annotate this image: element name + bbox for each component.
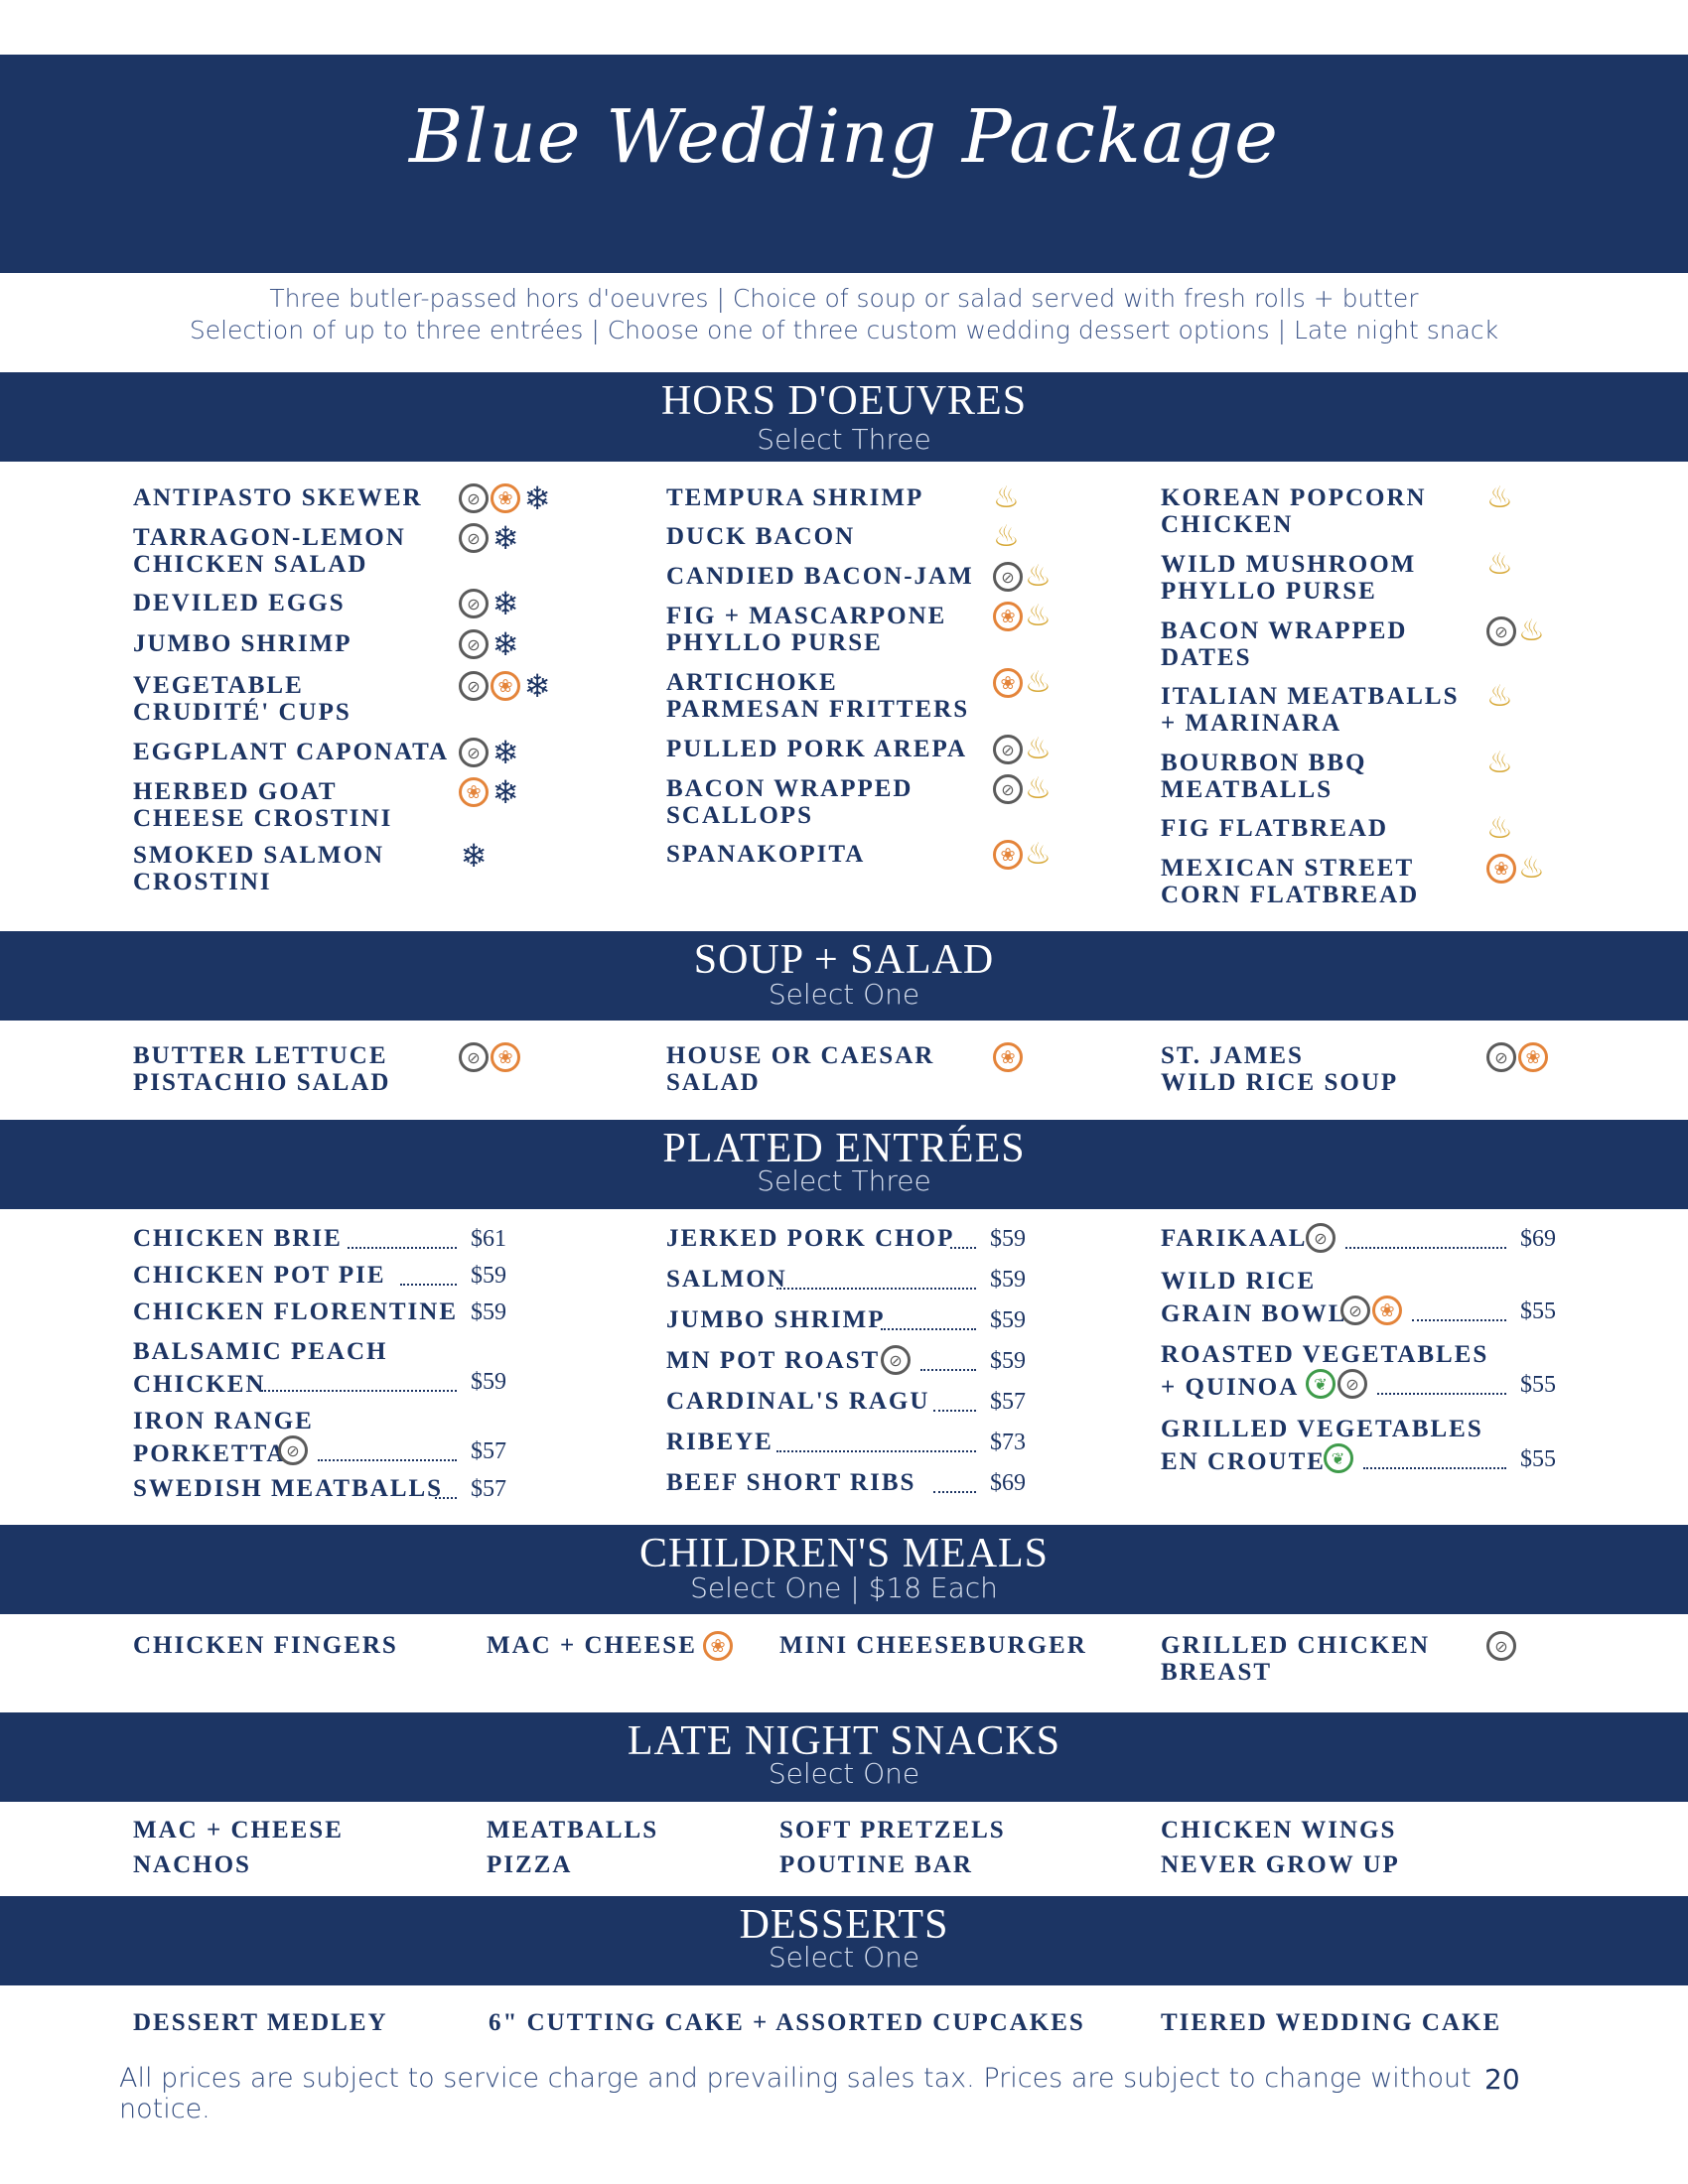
vegetarian-carrot-icon: ❀	[459, 777, 489, 807]
cold-snowflake-icon: ❄	[492, 773, 519, 811]
page-number: 20	[1484, 2063, 1520, 2096]
entree-item: CHICKEN POT PIE	[133, 1262, 386, 1289]
section-title: PLATED ENTRÉES	[662, 1126, 1026, 1171]
vegetarian-carrot-icon: ❀	[993, 668, 1023, 698]
entree-item: JERKED PORK CHOP	[666, 1225, 955, 1252]
entree-item: MN POT ROAST	[666, 1347, 881, 1374]
dessert-item: DESSERT MEDLEY	[133, 2009, 388, 2036]
dietary-icons	[1486, 746, 1513, 780]
late-night-snack-item: POUTINE BAR	[779, 1851, 973, 1878]
gluten-free-icon: ⊘	[459, 738, 489, 767]
section-subtitle: Select One	[768, 1757, 920, 1790]
entree-price: $69	[1520, 1226, 1556, 1252]
hors-doeuvre-item: BACON WRAPPED SCALLOPS	[666, 775, 914, 829]
hors-doeuvre-item: ARTICHOKE PARMESAN FRITTERS	[666, 669, 970, 723]
hot-flame-icon: ♨	[1486, 811, 1513, 846]
price-leader	[933, 1491, 977, 1493]
price-leader	[400, 1284, 458, 1286]
dietary-icons	[993, 519, 1020, 554]
cold-snowflake-icon: ❄	[523, 667, 551, 705]
dietary-icons	[459, 585, 520, 622]
entree-item: ROASTED VEGETABLES + QUINOA	[1161, 1341, 1489, 1401]
hot-flame-icon: ♨	[1025, 837, 1052, 872]
price-leader	[261, 1390, 458, 1392]
gluten-free-icon: ⊘	[993, 774, 1023, 804]
entree-item: CARDINAL'S RAGU	[666, 1388, 930, 1415]
hors-doeuvre-item: SPANAKOPITA	[666, 841, 866, 868]
price-leader	[776, 1288, 976, 1290]
entree-price: $55	[1520, 1446, 1556, 1472]
gluten-free-icon: ⊘	[1337, 1369, 1367, 1399]
dietary-icons	[459, 519, 520, 557]
dietary-icons	[993, 771, 1052, 806]
cold-snowflake-icon: ❄	[492, 519, 519, 557]
dietary-icons	[1486, 1042, 1548, 1072]
dietary-icons	[993, 480, 1020, 515]
dessert-item: 6" CUTTING CAKE + ASSORTED CUPCAKES	[489, 2009, 1085, 2036]
childrens-meal-item: GRILLED CHICKEN BREAST	[1161, 1632, 1431, 1686]
hors-doeuvre-item: JUMBO SHRIMP	[133, 630, 352, 657]
hot-flame-icon: ♨	[993, 519, 1020, 554]
dietary-icons	[993, 665, 1052, 700]
vegan-leaf-icon: ❦	[1306, 1369, 1336, 1399]
entree-price: $59	[990, 1348, 1026, 1374]
gluten-free-icon: ⊘	[278, 1435, 308, 1465]
gluten-free-icon: ⊘	[459, 589, 489, 618]
gluten-free-icon: ⊘	[459, 523, 489, 553]
price-leader	[318, 1459, 457, 1461]
hors-doeuvre-item: SMOKED SALMON CROSTINI	[133, 842, 385, 895]
entree-price: $59	[990, 1267, 1026, 1293]
section-subtitle: Select Three	[757, 1164, 931, 1197]
hors-doeuvre-item: PULLED PORK AREPA	[666, 736, 967, 762]
desserts-header	[0, 1896, 1688, 1985]
dietary-icons	[1486, 480, 1513, 515]
hors-doeuvre-item: ANTIPASTO SKEWER	[133, 484, 423, 511]
hot-flame-icon: ♨	[1486, 547, 1513, 582]
dietary-icons	[459, 667, 552, 705]
vegetarian-carrot-icon: ❀	[491, 671, 520, 701]
entree-item: CHICKEN FLORENTINE	[133, 1298, 459, 1325]
dietary-icons	[278, 1435, 308, 1465]
intro-line-2: Selection of up to three entrées | Choose one of three custom wedding dessert options | Late night snack	[189, 316, 1499, 344]
gluten-free-icon: ⊘	[459, 1042, 489, 1072]
dietary-icons	[881, 1345, 911, 1375]
entree-item: RIBEYE	[666, 1429, 774, 1455]
soup-salad-item: ST. JAMES WILD RICE SOUP	[1161, 1042, 1399, 1096]
gluten-free-icon: ⊘	[881, 1345, 911, 1375]
section-title: CHILDREN'S MEALS	[638, 1531, 1050, 1576]
dietary-icons	[993, 559, 1052, 594]
price-leader	[776, 1450, 976, 1452]
soup-salad-header	[0, 931, 1688, 1021]
hot-flame-icon: ♨	[1025, 559, 1052, 594]
vegetarian-carrot-icon: ❀	[993, 840, 1023, 870]
hot-flame-icon: ♨	[1486, 746, 1513, 780]
entree-price: $59	[990, 1307, 1026, 1333]
dietary-icons	[1306, 1223, 1336, 1253]
hors-doeuvre-item: ITALIAN MEATBALLS + MARINARA	[1161, 683, 1460, 737]
intro-line-1: Three butler-passed hors d'oeuvres | Choice of soup or salad served with fresh rolls + butter	[269, 284, 1419, 313]
plated-entrees-header	[0, 1120, 1688, 1209]
late-night-snack-item: MAC + CHEESE	[133, 1817, 344, 1843]
late-night-snack-item: NEVER GROW UP	[1161, 1851, 1400, 1878]
price-leader	[348, 1247, 457, 1249]
hot-flame-icon: ♨	[1025, 732, 1052, 766]
vegetarian-carrot-icon: ❀	[993, 602, 1023, 631]
hot-flame-icon: ♨	[1518, 851, 1545, 886]
hors-doeuvre-item: EGGPLANT CAPONATA	[133, 739, 450, 765]
childrens-meal-item: CHICKEN FINGERS	[133, 1632, 398, 1659]
dessert-item: TIERED WEDDING CAKE	[1161, 2009, 1502, 2036]
vegetarian-carrot-icon: ❀	[703, 1631, 733, 1661]
cold-snowflake-icon: ❄	[460, 837, 488, 875]
hors-doeuvre-item: BACON WRAPPED DATES	[1161, 617, 1408, 671]
hot-flame-icon: ♨	[1486, 679, 1513, 714]
entree-price: $69	[990, 1470, 1026, 1496]
gluten-free-icon: ⊘	[1486, 616, 1516, 646]
vegetarian-carrot-icon: ❀	[491, 483, 520, 513]
entree-item: IRON RANGE PORKETTA	[133, 1408, 314, 1467]
entree-price: $59	[471, 1299, 506, 1325]
entree-price: $61	[471, 1226, 506, 1252]
soup-salad-item: BUTTER LETTUCE PISTACHIO SALAD	[133, 1042, 391, 1096]
dietary-icons	[459, 625, 520, 663]
gluten-free-icon: ⊘	[459, 629, 489, 659]
price-leader	[920, 1369, 976, 1371]
section-title: HORS D'OEUVRES	[660, 378, 1028, 424]
entree-price: $55	[1520, 1298, 1556, 1324]
section-subtitle: Select One	[768, 1941, 920, 1974]
entree-price: $59	[471, 1369, 506, 1395]
hot-flame-icon: ♨	[1025, 599, 1052, 633]
entree-item: GRILLED VEGETABLES EN CROUTE	[1161, 1416, 1483, 1475]
entree-item: SWEDISH MEATBALLS	[133, 1475, 444, 1502]
entree-item: WILD RICE GRAIN BOWL	[1161, 1268, 1347, 1327]
late-night-snacks-header	[0, 1712, 1688, 1802]
section-subtitle: Select One	[768, 978, 920, 1011]
dietary-icons	[459, 1042, 520, 1072]
vegetarian-carrot-icon: ❀	[1518, 1042, 1548, 1072]
hors-doeuvre-item: FIG + MASCARPONE PHYLLO PURSE	[666, 603, 947, 656]
gluten-free-icon: ⊘	[1486, 1631, 1516, 1661]
dietary-icons	[459, 837, 489, 875]
entree-price: $73	[990, 1430, 1026, 1455]
hot-flame-icon: ♨	[1025, 771, 1052, 806]
section-subtitle: Select One | $18 Each	[690, 1571, 998, 1604]
section-subtitle: Select Three	[757, 423, 931, 456]
price-leader	[1363, 1467, 1507, 1469]
entree-price: $57	[471, 1476, 506, 1502]
entree-item: BALSAMIC PEACH CHICKEN	[133, 1338, 388, 1398]
dietary-icons	[1486, 1631, 1516, 1661]
entree-price: $57	[990, 1389, 1026, 1415]
vegetarian-carrot-icon: ❀	[1486, 854, 1516, 884]
dietary-icons	[1486, 811, 1513, 846]
section-title: LATE NIGHT SNACKS	[627, 1718, 1061, 1764]
footer-disclaimer: All prices are subject to service charge and prevailing sales tax. Prices are subject to change without notice.	[119, 2063, 1472, 2124]
childrens-meal-item: MAC + CHEESE	[487, 1632, 697, 1659]
hors-doeuvre-item: TARRAGON-LEMON CHICKEN SALAD	[133, 524, 406, 578]
hors-doeuvre-item: FIG FLATBREAD	[1161, 815, 1389, 842]
dietary-icons	[1486, 614, 1545, 648]
price-leader	[1412, 1319, 1506, 1321]
dietary-icons	[993, 1042, 1023, 1072]
late-night-snack-item: CHICKEN WINGS	[1161, 1817, 1397, 1843]
late-night-snack-item: PIZZA	[487, 1851, 573, 1878]
dietary-icons	[703, 1631, 733, 1661]
hors-doeuvre-item: DUCK BACON	[666, 523, 856, 550]
hors-doeuvre-item: VEGETABLE CRUDITÉ' CUPS	[133, 672, 352, 726]
hors-doeuvre-item: WILD MUSHROOM PHYLLO PURSE	[1161, 551, 1417, 605]
dietary-icons	[1306, 1369, 1367, 1399]
dietary-icons	[993, 837, 1052, 872]
vegan-leaf-icon: ❦	[1324, 1443, 1353, 1473]
entree-price: $59	[990, 1226, 1026, 1252]
cold-snowflake-icon: ❄	[523, 479, 551, 517]
late-night-snack-item: MEATBALLS	[487, 1817, 659, 1843]
hot-flame-icon: ♨	[993, 480, 1020, 515]
late-night-snack-item: SOFT PRETZELS	[779, 1817, 1006, 1843]
entree-item: SALMON	[666, 1266, 787, 1293]
dietary-icons	[1486, 851, 1545, 886]
hot-flame-icon: ♨	[1486, 480, 1513, 515]
price-leader	[435, 1497, 458, 1499]
entree-price: $55	[1520, 1372, 1556, 1398]
gluten-free-icon: ⊘	[1486, 1042, 1516, 1072]
entree-price: $57	[471, 1438, 506, 1464]
price-leader	[950, 1247, 976, 1249]
price-leader	[933, 1410, 977, 1412]
entree-item: FARIKAAL	[1161, 1225, 1308, 1252]
hors-doeuvre-item: BOURBON BBQ MEATBALLS	[1161, 750, 1367, 803]
vegetarian-carrot-icon: ❀	[993, 1042, 1023, 1072]
price-leader	[881, 1328, 976, 1330]
hors-doeuvre-item: DEVILED EGGS	[133, 590, 346, 616]
vegetarian-carrot-icon: ❀	[1372, 1296, 1402, 1325]
gluten-free-icon: ⊘	[459, 483, 489, 513]
dietary-icons	[993, 732, 1052, 766]
hot-flame-icon: ♨	[1518, 614, 1545, 648]
dietary-icons	[1486, 547, 1513, 582]
entree-price: $59	[471, 1263, 506, 1289]
cold-snowflake-icon: ❄	[492, 585, 519, 622]
gluten-free-icon: ⊘	[1306, 1223, 1336, 1253]
gluten-free-icon: ⊘	[1340, 1296, 1370, 1325]
dietary-icons	[459, 479, 552, 517]
childrens-meals-header	[0, 1525, 1688, 1614]
price-leader	[1377, 1393, 1506, 1395]
price-leader	[1345, 1247, 1506, 1249]
gluten-free-icon: ⊘	[993, 735, 1023, 764]
cold-snowflake-icon: ❄	[492, 734, 519, 771]
gluten-free-icon: ⊘	[993, 562, 1023, 592]
entree-item: CHICKEN BRIE	[133, 1225, 343, 1252]
dietary-icons	[1486, 679, 1513, 714]
late-night-snack-item: NACHOS	[133, 1851, 251, 1878]
dietary-icons	[1340, 1296, 1402, 1325]
entree-item: BEEF SHORT RIBS	[666, 1469, 916, 1496]
hors-doeuvre-item: TEMPURA SHRIMP	[666, 484, 924, 511]
hors-doeuvres-header	[0, 372, 1688, 462]
vegetarian-carrot-icon: ❀	[491, 1042, 520, 1072]
package-title: Blue Wedding Package	[409, 94, 1279, 180]
dietary-icons	[1324, 1443, 1353, 1473]
dietary-icons	[993, 599, 1052, 633]
dietary-icons	[459, 734, 520, 771]
gluten-free-icon: ⊘	[459, 671, 489, 701]
hors-doeuvre-item: CANDIED BACON-JAM	[666, 563, 974, 590]
section-title: SOUP + SALAD	[693, 937, 995, 983]
cold-snowflake-icon: ❄	[492, 625, 519, 663]
hot-flame-icon: ♨	[1025, 665, 1052, 700]
hors-doeuvre-item: MEXICAN STREET CORN FLATBREAD	[1161, 855, 1420, 908]
section-title: DESSERTS	[739, 1902, 949, 1948]
hors-doeuvre-item: HERBED GOAT CHEESE CROSTINI	[133, 778, 393, 832]
entree-item: JUMBO SHRIMP	[666, 1306, 886, 1333]
soup-salad-item: HOUSE OR CAESAR SALAD	[666, 1042, 935, 1096]
dietary-icons	[459, 773, 520, 811]
childrens-meal-item: MINI CHEESEBURGER	[779, 1632, 1087, 1659]
hors-doeuvre-item: KOREAN POPCORN CHICKEN	[1161, 484, 1427, 538]
